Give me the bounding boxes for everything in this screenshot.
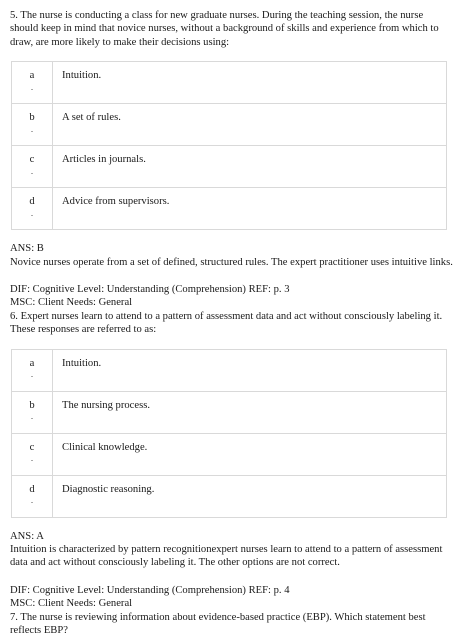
question-5-stem: 5. The nurse is conducting a class for new graduate nurses. During the teaching session, the nurse should keep in mind that novice nurses, without a background of skills and experience from which to draw, are more likely to make their decisions using: [10,10,439,48]
option-row [12,475,447,517]
question-5-answer: ANS: B [10,243,44,255]
question-6-msc: MSC: Client Needs: General [10,598,133,610]
question-6-dif: DIF: Cognitive Level: Understanding (Comprehension) REF: p. 4 [10,584,290,596]
option-letter: b [29,399,35,411]
option-letter: a [29,357,35,369]
option-letter: a [29,70,35,82]
option-row [12,62,447,104]
option-dot: . [31,82,33,92]
option-letter: c [29,154,35,166]
option-text: A set of rules. [53,104,447,146]
question-6-options [11,349,447,518]
option-text: Clinical knowledge. [53,433,447,475]
option-letter: d [29,196,35,208]
option-dot: . [31,124,33,134]
option-dot: . [31,166,33,176]
option-text: Intuition. [53,349,447,391]
option-text: Articles in journals. [53,146,447,188]
document-page [10,9,454,638]
option-letter: d [29,483,35,495]
option-text: Advice from supervisors. [53,188,447,230]
option-row [12,391,447,433]
question-6-stem: 6. Expert nurses learn to attend to a pattern of assessment data and act without consciously labeling it. These responses are referred to as: [10,310,443,336]
option-dot: . [31,496,33,506]
option-row [12,433,447,475]
question-6-rationale: Intuition is characterized by pattern recognitionexpert nurses learn to attend to a pattern of assessment data and act without consciously labeling it. The other options are not correct. [10,544,443,569]
option-dot: . [31,208,33,218]
option-dot: . [31,370,33,380]
option-text: The nursing process. [53,391,447,433]
question-7-stem: 7. The nurse is reviewing information about evidence-based practice (EBP). Which statement best reflects EBP? [10,611,426,637]
question-6-answer: ANS: A [10,530,44,542]
option-row [12,104,447,146]
option-dot: . [31,412,33,422]
option-row [12,146,447,188]
option-text: Diagnostic reasoning. [53,475,447,517]
option-dot: . [31,454,33,464]
question-5-options [11,61,447,230]
option-letter: b [29,112,35,124]
question-5-dif: DIF: Cognitive Level: Understanding (Comprehension) REF: p. 3 [10,284,290,296]
question-5-rationale: Novice nurses operate from a set of defined, structured rules. The expert practitioner uses intuitive links. [10,256,453,268]
question-5-msc: MSC: Client Needs: General [10,297,133,309]
option-letter: c [29,441,35,453]
option-row [12,349,447,391]
option-row [12,188,447,230]
option-text: Intuition. [53,62,447,104]
